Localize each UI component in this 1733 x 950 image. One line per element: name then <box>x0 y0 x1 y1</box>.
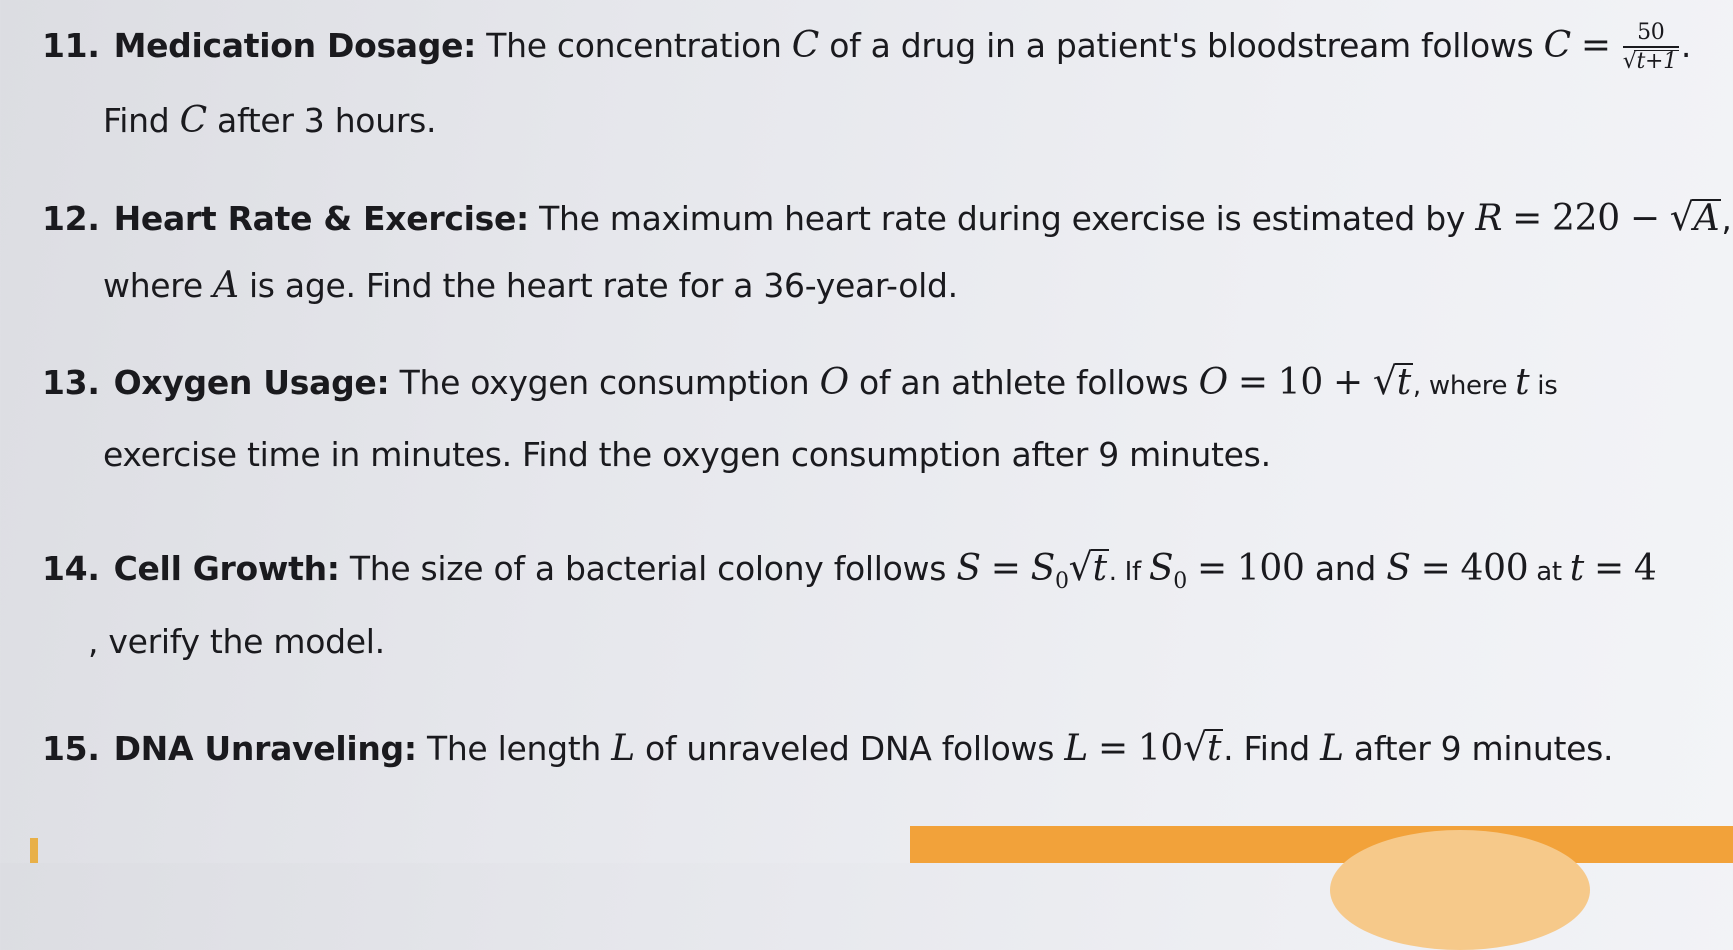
math-variable: L <box>1320 728 1344 769</box>
problem-text: after 9 minutes. <box>1343 729 1614 768</box>
problem-12-line-2 <box>103 265 958 306</box>
fraction-numerator: 50 <box>1623 22 1679 48</box>
square-root <box>1623 50 1679 73</box>
punctuation: . <box>1680 26 1692 65</box>
math-number: 10 <box>1137 728 1184 769</box>
problem-14-line-2 <box>88 622 385 661</box>
problem-text: where <box>103 266 214 305</box>
math-operator: − <box>1629 198 1660 239</box>
problem-text: Find <box>103 101 180 140</box>
math-variable: C <box>1543 25 1571 66</box>
math-variable: O <box>819 362 849 403</box>
radicand: A <box>1693 198 1720 239</box>
math-variable: A <box>213 265 239 306</box>
problem-text: The size of a bacterial colony follows <box>339 549 957 588</box>
math-variable: S <box>1030 548 1055 589</box>
problem-text: of an athlete follows <box>848 363 1199 402</box>
problem-title: Oxygen Usage: <box>113 363 390 402</box>
radicand: t+1 <box>1636 49 1677 74</box>
math-operator: = <box>1097 728 1128 769</box>
radicand: t <box>1092 548 1107 589</box>
math-variable: R <box>1475 198 1503 239</box>
math-number: 10 <box>1277 362 1323 403</box>
math-operator: = <box>1580 25 1611 66</box>
math-variable: t <box>1515 362 1530 403</box>
problem-text: . If <box>1108 557 1149 587</box>
problem-number: 13. <box>42 363 100 402</box>
radicand: t <box>1206 728 1222 769</box>
math-operator: = <box>1196 548 1227 589</box>
math-variable: C <box>791 25 820 66</box>
math-variable: t <box>1569 548 1584 589</box>
problem-text: at <box>1528 557 1570 587</box>
problem-text: is <box>1529 371 1558 401</box>
problem-text: , verify the model. <box>88 622 385 661</box>
problem-13-line-2 <box>103 435 1271 474</box>
fraction-denominator <box>1623 48 1679 73</box>
radicand: t <box>1396 362 1411 403</box>
punctuation: , <box>1721 199 1732 238</box>
square-root <box>1183 725 1223 769</box>
problem-title: Medication Dosage: <box>113 26 477 65</box>
problem-number: 12. <box>42 199 100 238</box>
problem-text: . Find <box>1223 729 1321 768</box>
math-number: 220 <box>1552 198 1620 239</box>
problem-11-line-2 <box>103 100 437 141</box>
radical-sign-icon: √ <box>1669 195 1694 239</box>
math-operator: = <box>1237 362 1268 403</box>
math-variable: S <box>1148 548 1174 589</box>
math-number: 100 <box>1236 548 1305 589</box>
math-subscript: 0 <box>1173 569 1187 594</box>
math-variable: O <box>1198 362 1228 403</box>
problem-11-line-1 <box>42 22 1691 73</box>
problem-text: and <box>1304 549 1387 588</box>
problem-text: The concentration <box>476 26 792 65</box>
problem-number: 14. <box>42 549 100 588</box>
math-operator: = <box>1593 548 1624 589</box>
problem-14-line-1 <box>42 545 1657 594</box>
problem-13-line-1 <box>42 359 1558 403</box>
math-number: 400 <box>1460 548 1529 589</box>
problem-text: is age. Find the heart rate for a 36-year-old. <box>238 266 958 305</box>
problem-text: The maximum heart rate during exercise is estimated by <box>528 199 1476 238</box>
math-operator: = <box>1512 198 1542 239</box>
problem-text: The length <box>416 729 612 768</box>
math-operator: = <box>1420 548 1451 589</box>
problem-number: 15. <box>42 729 100 768</box>
problem-text: after 3 hours. <box>206 101 437 140</box>
problem-text: of a drug in a patient's bloodstream follows <box>819 26 1544 65</box>
problem-text: exercise time in minutes. Find the oxygen consumption after 9 minutes. <box>103 435 1271 474</box>
problem-12-line-1 <box>42 195 1732 239</box>
decorative-mark <box>30 838 38 863</box>
math-variable: S <box>1386 548 1411 589</box>
radical-sign-icon: √ <box>1068 545 1093 589</box>
math-variable: S <box>956 548 981 589</box>
square-root <box>1669 195 1722 239</box>
math-operator: + <box>1332 362 1363 403</box>
math-fraction <box>1623 22 1679 73</box>
problem-15-line-1 <box>42 725 1614 769</box>
problem-title: Heart Rate & Exercise: <box>113 199 529 238</box>
radical-sign-icon: √ <box>1372 359 1397 403</box>
radical-sign-icon: √ <box>1622 49 1637 74</box>
math-variable: C <box>179 100 207 141</box>
math-variable: L <box>611 728 635 769</box>
problem-title: Cell Growth: <box>113 549 340 588</box>
math-variable: L <box>1064 728 1088 769</box>
orange-banner <box>910 826 1733 863</box>
square-root <box>1372 359 1413 403</box>
problem-text: , where <box>1412 371 1516 401</box>
problem-text: of unraveled DNA follows <box>634 729 1065 768</box>
radical-sign-icon: √ <box>1183 725 1207 769</box>
banner-shape <box>1330 830 1590 950</box>
problem-text: The oxygen consumption <box>389 363 820 402</box>
math-subscript: 0 <box>1054 569 1069 594</box>
math-number: 4 <box>1633 548 1657 589</box>
square-root <box>1068 545 1109 589</box>
math-operator: = <box>990 548 1021 589</box>
problem-title: DNA Unraveling: <box>113 729 417 768</box>
problem-number: 11. <box>42 26 100 65</box>
